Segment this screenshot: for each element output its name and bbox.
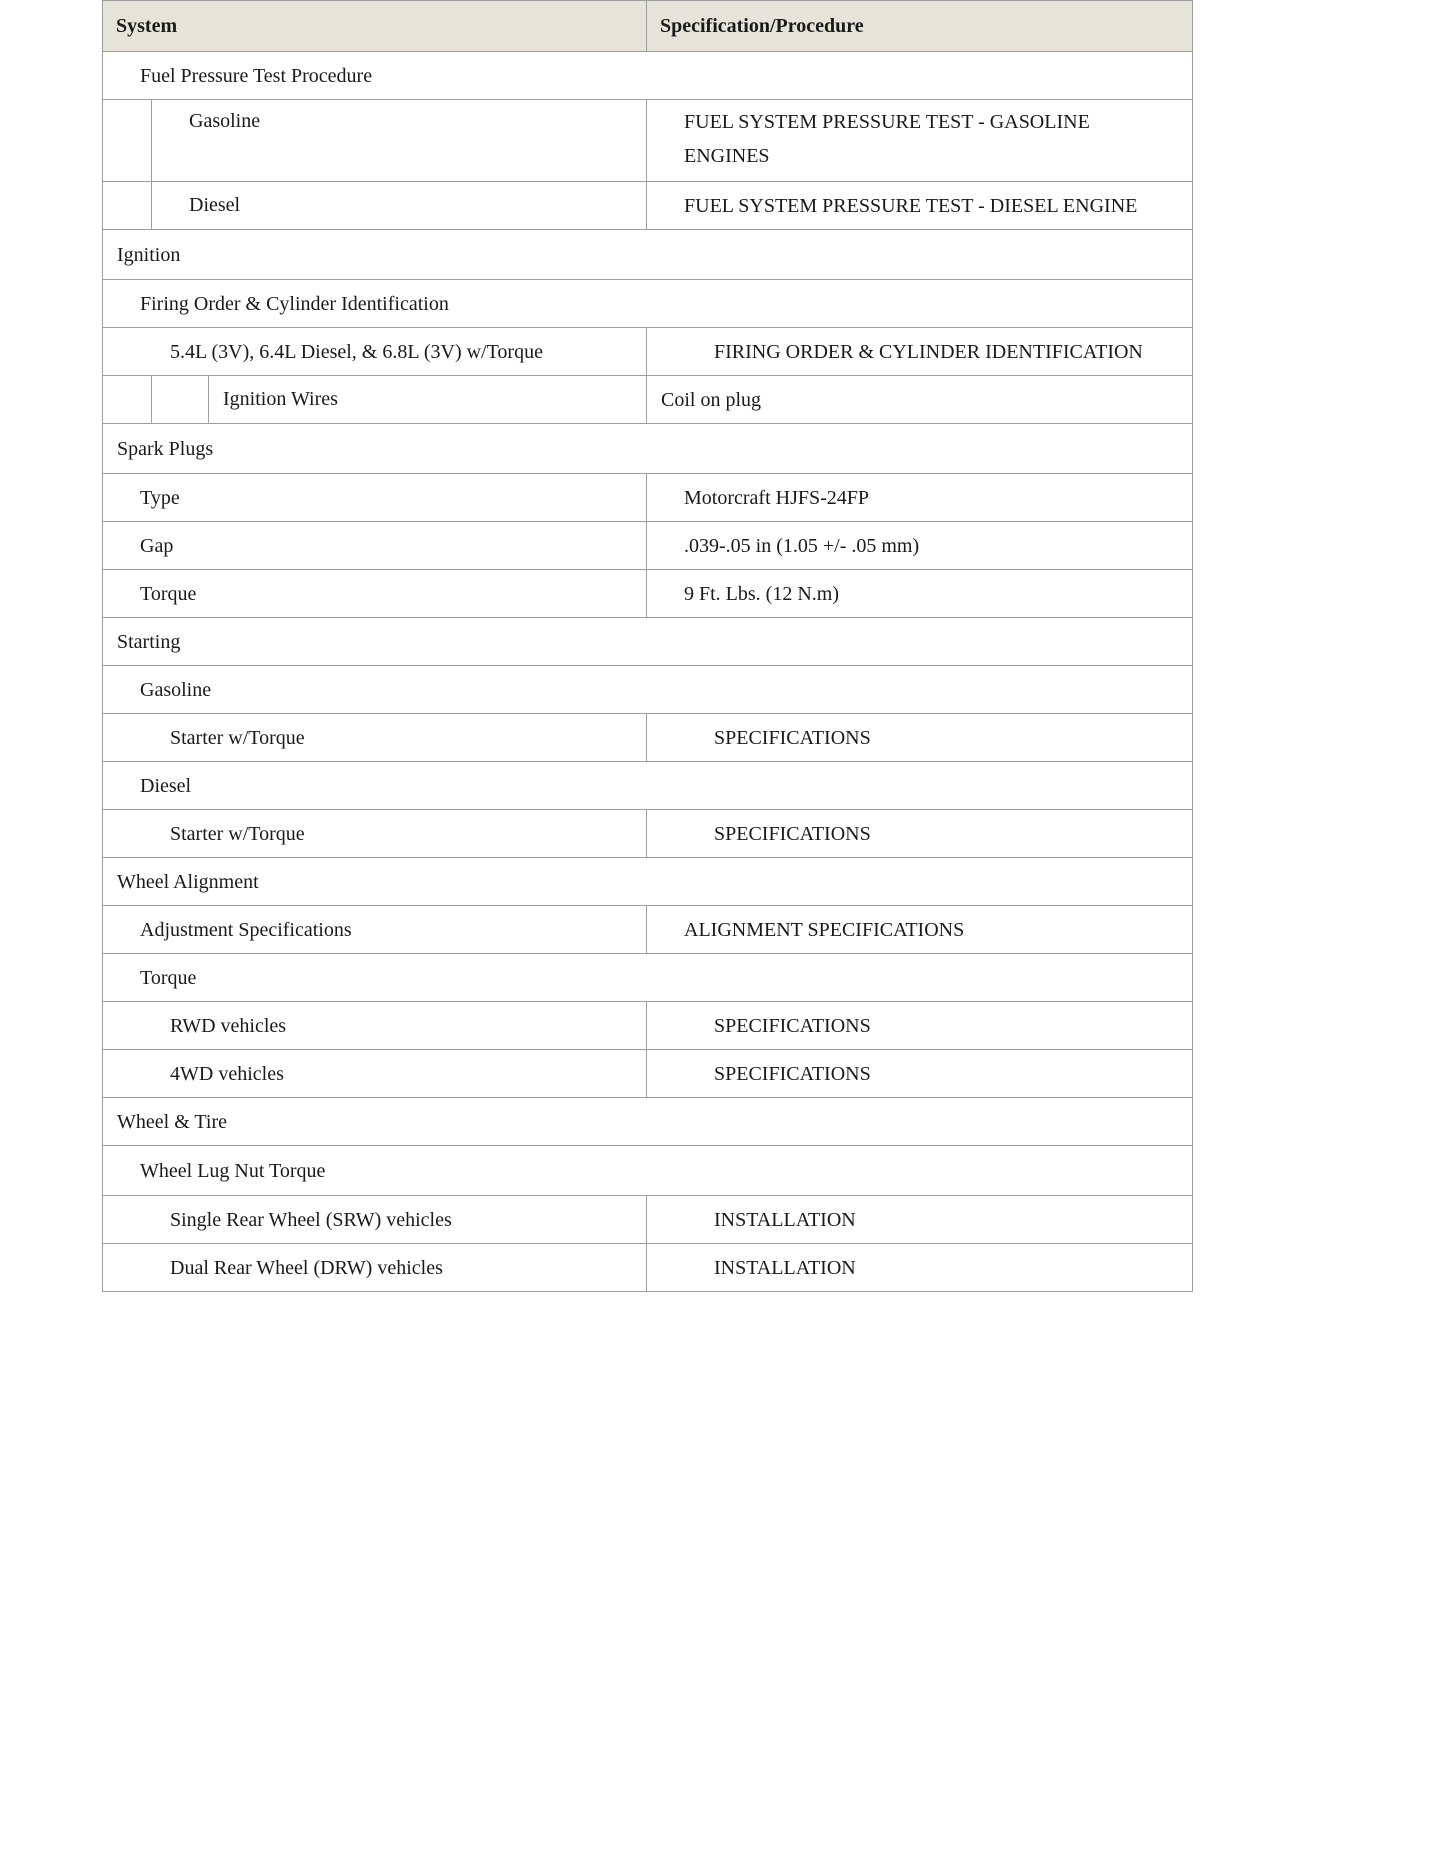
type-label: Type bbox=[140, 486, 180, 509]
ignition-wires-spec: Coil on plug bbox=[661, 388, 762, 411]
firing-order-label: Firing Order & Cylinder Identification bbox=[140, 292, 449, 315]
torque-label: Torque bbox=[140, 582, 197, 605]
table-row bbox=[103, 714, 1193, 762]
ignition-wires-label: Ignition Wires bbox=[223, 388, 338, 410]
fuel-pressure-label: Fuel Pressure Test Procedure bbox=[140, 64, 373, 87]
starter-diesel-spec: SPECIFICATIONS bbox=[714, 822, 871, 845]
table-row bbox=[103, 906, 1193, 954]
table-row bbox=[103, 474, 1193, 522]
table-row bbox=[103, 762, 1193, 810]
wheel-alignment-label: Wheel Alignment bbox=[117, 870, 259, 893]
type-spec: Motorcraft HJFS-24FP bbox=[684, 486, 870, 509]
spark-plugs-label: Spark Plugs bbox=[117, 437, 214, 460]
table-row bbox=[103, 666, 1193, 714]
table-row bbox=[103, 1050, 1193, 1098]
engines-label: 5.4L (3V), 6.4L Diesel, & 6.8L (3V) w/Torque bbox=[170, 340, 543, 363]
drw-spec: INSTALLATION bbox=[714, 1256, 856, 1279]
table-row bbox=[103, 1196, 1193, 1244]
srw-spec: INSTALLATION bbox=[714, 1208, 856, 1231]
fuel-gasoline-spec: FUEL SYSTEM PRESSURE TEST - GASOLINE ENGINES bbox=[684, 111, 1090, 167]
table-row bbox=[103, 1146, 1193, 1196]
table-header-row bbox=[103, 1, 1193, 52]
fuel-gasoline-label: Gasoline bbox=[189, 110, 261, 132]
adjustment-label: Adjustment Specifications bbox=[140, 918, 352, 941]
header-spec: Specification/Procedure bbox=[647, 1, 1193, 52]
ignition-label: Ignition bbox=[117, 243, 181, 266]
table-row bbox=[103, 328, 1193, 376]
starter-diesel-label: Starter w/Torque bbox=[170, 822, 305, 845]
4wd-spec: SPECIFICATIONS bbox=[714, 1062, 871, 1085]
adjustment-spec: ALIGNMENT SPECIFICATIONS bbox=[684, 918, 965, 941]
wheel-tire-label: Wheel & Tire bbox=[117, 1110, 227, 1133]
table-row bbox=[103, 230, 1193, 280]
table-row bbox=[103, 424, 1193, 474]
gap-label: Gap bbox=[140, 534, 174, 557]
drw-label: Dual Rear Wheel (DRW) vehicles bbox=[170, 1256, 443, 1279]
table-row bbox=[103, 376, 1193, 424]
starting-gasoline-label: Gasoline bbox=[140, 678, 212, 701]
torque-spec: 9 Ft. Lbs. (12 N.m) bbox=[684, 582, 839, 605]
table-row bbox=[103, 100, 1193, 182]
rwd-spec: SPECIFICATIONS bbox=[714, 1014, 871, 1037]
table-row bbox=[103, 954, 1193, 1002]
rwd-label: RWD vehicles bbox=[170, 1014, 287, 1037]
table-row bbox=[103, 182, 1193, 230]
spec-table bbox=[102, 0, 1193, 1292]
engines-spec: FIRING ORDER & CYLINDER IDENTIFICATION bbox=[714, 340, 1143, 363]
wa-torque-label: Torque bbox=[140, 966, 197, 989]
starting-label: Starting bbox=[117, 630, 181, 653]
starting-diesel-label: Diesel bbox=[140, 774, 192, 797]
table-row bbox=[103, 570, 1193, 618]
starter-gasoline-spec: SPECIFICATIONS bbox=[714, 726, 871, 749]
fuel-diesel-label: Diesel bbox=[189, 194, 241, 216]
starter-gasoline-label: Starter w/Torque bbox=[170, 726, 305, 749]
table-row bbox=[103, 1244, 1193, 1292]
table-row bbox=[103, 618, 1193, 666]
lug-nut-label: Wheel Lug Nut Torque bbox=[140, 1159, 326, 1182]
table-row bbox=[103, 1002, 1193, 1050]
4wd-label: 4WD vehicles bbox=[170, 1062, 284, 1085]
srw-label: Single Rear Wheel (SRW) vehicles bbox=[170, 1208, 452, 1231]
table-row bbox=[103, 522, 1193, 570]
header-system: System bbox=[103, 1, 647, 52]
table-row bbox=[103, 810, 1193, 858]
table-row bbox=[103, 1098, 1193, 1146]
gap-spec: .039-.05 in (1.05 +/- .05 mm) bbox=[684, 534, 920, 557]
table-row bbox=[103, 858, 1193, 906]
table-row bbox=[103, 52, 1193, 100]
fuel-diesel-spec: FUEL SYSTEM PRESSURE TEST - DIESEL ENGINE bbox=[684, 194, 1138, 217]
table-row bbox=[103, 280, 1193, 328]
